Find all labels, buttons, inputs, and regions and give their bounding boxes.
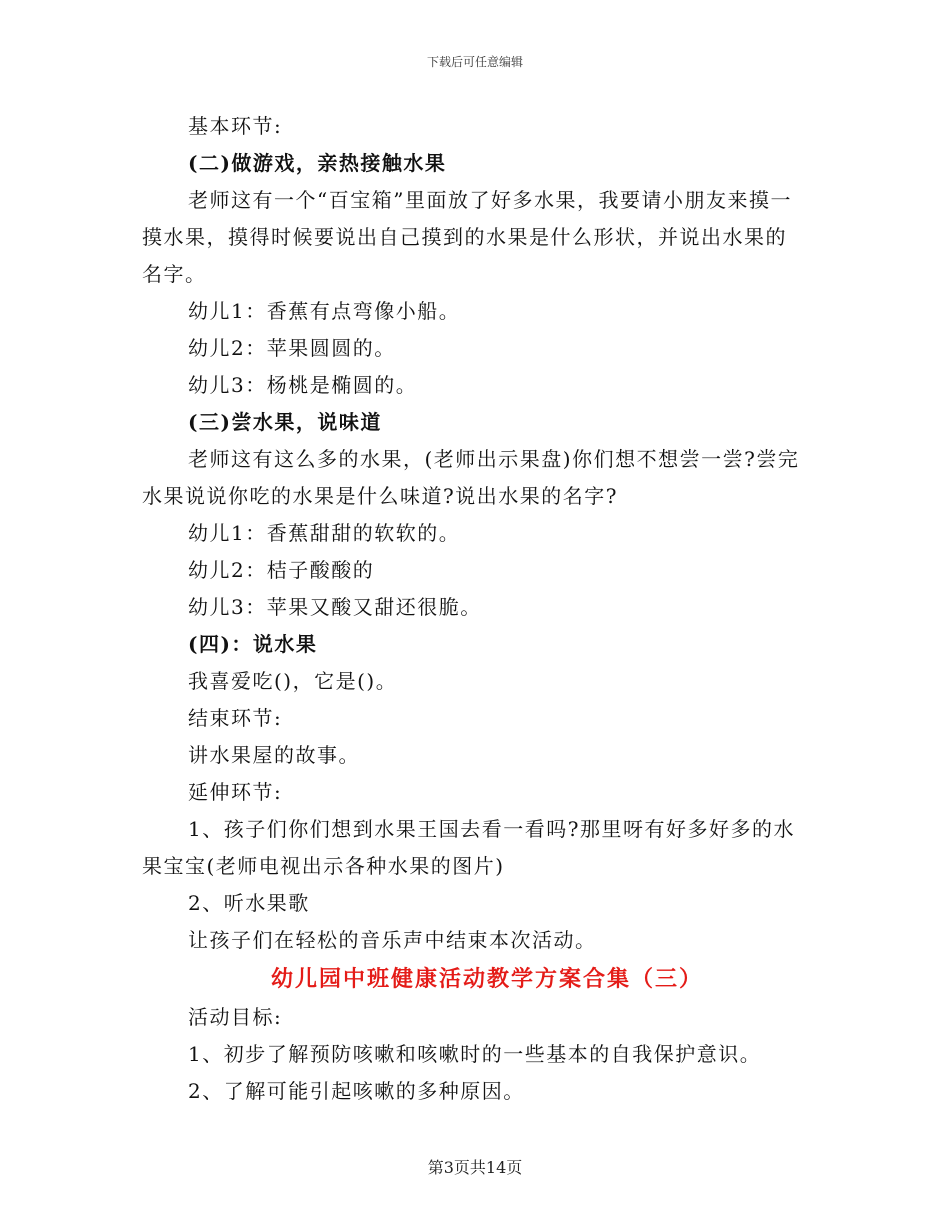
page-footer: 第3页共14页 [427, 1158, 523, 1177]
paragraph-fruit-song: 2、听水果歌 [188, 891, 310, 915]
paragraph-treasure-box: 老师这有一个“百宝箱”里面放了好多水果，我要请小朋友来摸一摸水果，摸得时候要说出自己摸到的水果是什么形状，并说出水果的名字。 [142, 188, 792, 286]
page-header: 下载后可任意编辑 [426, 55, 523, 69]
paragraph-fruit-kingdom: 1、孩子们你们想到水果王国去看一看吗?那里呀有好多好多的水果宝宝(老师电视出示各种水果的图片) [142, 817, 795, 878]
paragraph-child3-crisp: 幼儿3：苹果又酸又甜还很脆。 [188, 595, 482, 619]
paragraph-end-activity: 让孩子们在轻松的音乐声中结束本次活动。 [188, 928, 597, 952]
paragraph-child3-starfruit: 幼儿3：杨桃是椭圆的。 [188, 373, 418, 397]
paragraph-extension-section: 延伸环节: [188, 780, 283, 804]
paragraph-child1-sweet: 幼儿1：香蕉甜甜的软软的。 [188, 521, 461, 545]
paragraph-child2-apple: 幼儿2：苹果圆圆的。 [188, 336, 396, 360]
heading-game: (二)做游戏，亲热接触水果 [188, 151, 447, 175]
paragraph-child1-banana: 幼儿1：香蕉有点弯像小船。 [188, 299, 461, 323]
paragraph-i-like: 我喜爱吃()，它是()。 [188, 669, 398, 693]
paragraph-fruit-house-story: 讲水果屋的故事。 [188, 743, 360, 767]
paragraph-goal-1: 1、初步了解预防咳嗽和咳嗽时的一些基本的自我保护意识。 [188, 1042, 762, 1066]
paragraph-fruit-plate: 老师这有这么多的水果，(老师出示果盘)你们想不想尝一尝?尝完水果说说你吃的水果是什么味道?说出水果的名字? [142, 447, 800, 508]
paragraph-activity-goals: 活动目标: [188, 1005, 283, 1029]
heading-talk-fruit: (四)：说水果 [188, 632, 318, 656]
paragraph-child2-sour: 幼儿2：桔子酸酸的 [188, 558, 375, 582]
paragraph-basic-section: 基本环节: [188, 114, 283, 138]
paragraph-goal-2: 2、了解可能引起咳嗽的多种原因。 [188, 1079, 525, 1103]
paragraph-ending-section: 结束环节: [188, 706, 283, 730]
section-title: 幼儿园中班健康活动教学方案合集（三） [270, 966, 703, 992]
heading-taste: (三)尝水果，说味道 [188, 410, 382, 434]
document-body [142, 108, 802, 1110]
